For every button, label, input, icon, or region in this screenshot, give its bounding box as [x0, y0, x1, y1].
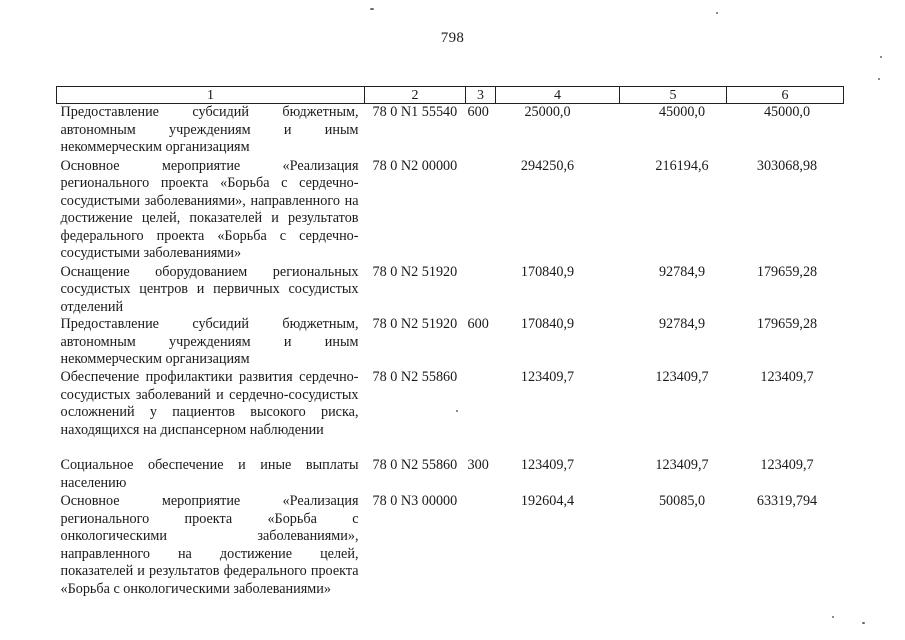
table-row [57, 104, 844, 158]
row-value-year-1: 192604,4 [520, 493, 575, 510]
row-value-year-2: 123409,7 [655, 457, 709, 474]
table-row [57, 264, 844, 317]
table-row [57, 369, 844, 457]
row-value-year-1: 123409,7 [520, 369, 575, 386]
row-target-code: 78 0 N3 00000 [372, 493, 458, 510]
column-header-year-3: 6 [727, 87, 844, 104]
table-header [57, 87, 844, 104]
row-description: Основное мероприятие «Реализация регионального проекта «Борьба с онкологическими заболеваниями», направленного на достижение целей, показателей и результатов федерального проекта «Борьба с онкологическими заболеваниями» [60, 493, 359, 598]
scan-speck [456, 410, 458, 412]
column-header-year-2: 5 [620, 87, 727, 104]
row-value-year-2: 92784,9 [658, 263, 706, 280]
table-body [57, 104, 844, 600]
row-expense-type: 300 [467, 457, 489, 474]
row-description: Социальное обеспечение и иные выплаты населению [60, 457, 359, 491]
row-value-year-3: 45000,0 [763, 104, 811, 120]
row-value-year-3: 303068,98 [756, 157, 818, 174]
row-description: Предоставление субсидий бюджетным, автономным учреждениям и иным некоммерческим организациям [60, 316, 359, 368]
scan-speck [878, 78, 880, 80]
row-value-year-2: 123409,7 [655, 369, 709, 386]
row-value-year-1: 25000,0 [524, 104, 571, 120]
table-row [57, 158, 844, 264]
column-header-year-1: 4 [496, 87, 620, 104]
row-target-code: 78 0 N1 55540 [372, 104, 458, 120]
page-number: 798 [440, 30, 465, 46]
row-description: Обеспечение профилактики развития сердечно-сосудистых заболеваний и сердечно-сосудистых осложнений у пациентов высокого риска, находящихся на диспансерном наблюдении [60, 369, 359, 438]
row-value-year-3: 123409,7 [760, 457, 814, 474]
row-description: Оснащение оборудованием региональных сосудистых центров и первичных сосудистых отделений [60, 263, 359, 315]
scan-speck [832, 616, 834, 618]
row-target-code: 78 0 N2 55860 [372, 369, 458, 386]
row-target-code: 78 0 N2 00000 [372, 157, 458, 174]
column-header-name: 1 [57, 87, 365, 104]
row-value-year-3: 123409,7 [760, 369, 814, 386]
row-target-code: 78 0 N2 51920 [372, 263, 458, 280]
scan-speck [862, 622, 865, 624]
budget-table [56, 86, 844, 599]
row-expense-type [466, 369, 496, 457]
row-value-year-2: 92784,9 [658, 316, 706, 333]
row-value-year-1: 123409,7 [520, 457, 575, 474]
row-expense-type [466, 158, 496, 264]
table-row [57, 493, 844, 599]
table-row [57, 316, 844, 369]
row-description: Предоставление субсидий бюджетным, автономным учреждениям и иным некоммерческим организациям [60, 104, 359, 156]
row-value-year-3: 179659,28 [756, 316, 818, 333]
row-value-year-2: 45000,0 [658, 104, 706, 120]
header-row [57, 87, 844, 104]
row-value-year-1: 294250,6 [520, 157, 575, 174]
row-value-year-2: 50085,0 [658, 493, 706, 510]
row-expense-type: 600 [467, 104, 489, 120]
scan-speck [370, 8, 374, 10]
scan-speck [716, 12, 718, 14]
scan-speck [880, 56, 882, 58]
column-header-target-code: 2 [365, 87, 466, 104]
row-target-code: 78 0 N2 55860 [372, 457, 458, 474]
row-value-year-3: 179659,28 [756, 263, 818, 280]
row-expense-type [466, 493, 496, 599]
row-description: Основное мероприятие «Реализация регионального проекта «Борьба с сердечно-сосудистыми заболеваниями», направленного на достижение целей, показателей и результатов федерального проекта «Борьба с сердечно-сосудистыми заболеваниями» [60, 157, 359, 262]
row-target-code: 78 0 N2 51920 [372, 316, 458, 333]
row-value-year-1: 170840,9 [520, 263, 575, 280]
table-row [57, 457, 844, 493]
column-header-expense-type: 3 [466, 87, 496, 104]
row-value-year-2: 216194,6 [655, 157, 709, 174]
row-value-year-1: 170840,9 [520, 316, 575, 333]
row-value-year-3: 63319,794 [756, 493, 818, 510]
row-expense-type: 600 [467, 316, 489, 333]
row-expense-type [466, 264, 496, 317]
